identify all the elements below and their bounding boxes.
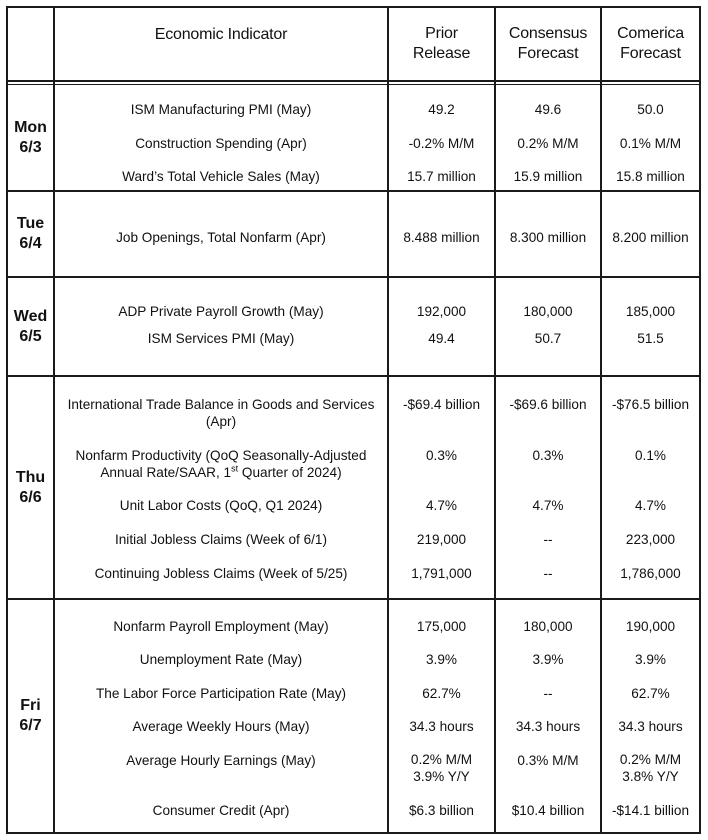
comerica-cell: 185,000 (625, 303, 676, 319)
prior-cell: -$69.4 billion (402, 396, 481, 412)
indicator-cell (55, 446, 387, 482)
consensus-cell: 0.2% M/M (517, 135, 579, 151)
prior-cell: 49.4 (428, 330, 455, 346)
day-label-thu (8, 377, 53, 598)
consensus-cell: 180,000 (523, 303, 573, 319)
consensus-cell: 34.3 hours (515, 718, 581, 734)
prior-cell: 0.3% (426, 447, 457, 463)
comerica-cell (602, 750, 699, 786)
indicator-line (100, 464, 341, 481)
value-line: 0.2% M/M (619, 752, 682, 767)
consensus-cell: -- (543, 565, 553, 581)
comerica-cell: 4.7% (635, 497, 666, 513)
comerica-cell: 3.9% (635, 651, 666, 667)
prior-cell: -0.2% M/M (408, 135, 475, 151)
comerica-cell: 15.8 million (616, 168, 685, 184)
comerica-cell: 190,000 (625, 618, 676, 634)
comerica-cell: 51.5 (637, 330, 664, 346)
prior-cell: 8.488 million (403, 229, 480, 245)
header-divider-inner (6, 84, 701, 85)
consensus-cell: -- (543, 685, 553, 701)
day-weekday: Fri (20, 697, 41, 714)
header-corner (8, 8, 53, 80)
col-divider-prior (494, 6, 496, 834)
row-divider-tue (6, 276, 701, 278)
indicator-cell: The Labor Force Participation Rate (May) (95, 685, 347, 701)
day-label-tue (8, 192, 53, 276)
header-consensus-forecast (496, 8, 600, 80)
indicator-cell: Average Hourly Earnings (May) (126, 752, 316, 768)
indicator-cell: ISM Manufacturing PMI (May) (130, 101, 312, 117)
consensus-cell: 0.3% M/M (517, 752, 579, 768)
day-date: 6/3 (19, 138, 42, 156)
consensus-cell: -$69.6 billion (509, 396, 587, 412)
indicator-cell: ADP Private Payroll Growth (May) (118, 303, 324, 319)
consensus-cell: -- (543, 531, 553, 547)
prior-cell: 192,000 (416, 303, 467, 319)
col-divider-consensus (600, 6, 602, 834)
day-date: 6/7 (19, 717, 42, 734)
indicator-cell: Construction Spending (Apr) (135, 135, 307, 151)
prior-cell: 175,000 (416, 618, 467, 634)
prior-cell: 15.7 million (407, 168, 476, 184)
indicator-line: (Apr) (205, 414, 237, 429)
col-divider-indicator (387, 6, 389, 834)
comerica-cell: 0.1% M/M (619, 135, 682, 151)
header-comerica-forecast (602, 8, 699, 80)
value-line: 3.8% Y/Y (622, 769, 679, 784)
day-date: 6/6 (19, 488, 42, 506)
indicator-cell: Initial Jobless Claims (Week of 6/1) (114, 531, 328, 547)
comerica-cell: -$14.1 billion (611, 802, 690, 818)
indicator-line-text: Quarter of 2024) (238, 465, 342, 480)
row-divider-wed (6, 375, 701, 377)
indicator-cell: Unit Labor Costs (QoQ, Q1 2024) (119, 497, 323, 513)
header-consensus-line1: Consensus (508, 25, 588, 42)
header-comerica-line1: Comerica (617, 25, 684, 42)
comerica-cell: 1,786,000 (620, 565, 681, 581)
day-weekday: Tue (16, 215, 45, 232)
indicator-line-text: Annual Rate/SAAR, 1 (100, 465, 232, 480)
indicator-cell: Nonfarm Payroll Employment (May) (113, 618, 329, 634)
value-line: 0.2% M/M (410, 752, 473, 767)
header-economic-indicator (55, 8, 387, 62)
value-line: 3.9% Y/Y (413, 769, 470, 784)
row-divider-thu (6, 598, 701, 600)
header-prior-line2: Release (412, 45, 471, 62)
header-comerica-line2: Forecast (620, 45, 681, 62)
ordinal-suffix: st (231, 463, 239, 474)
prior-cell: $6.3 billion (409, 802, 474, 818)
day-weekday: Mon (14, 118, 47, 136)
header-indicator-label: Economic Indicator (154, 26, 288, 43)
row-divider-mon (6, 190, 701, 192)
table-border-right (699, 6, 701, 834)
indicator-cell: Continuing Jobless Claims (Week of 5/25) (94, 565, 348, 581)
consensus-cell: 8.300 million (509, 229, 587, 245)
prior-cell: 1,791,000 (411, 565, 472, 581)
indicator-cell: Ward’s Total Vehicle Sales (May) (122, 168, 320, 184)
prior-cell (389, 750, 494, 786)
indicator-cell (55, 395, 387, 431)
header-prior-line1: Prior (425, 25, 458, 42)
day-label-wed (8, 278, 53, 375)
prior-cell: 3.9% (426, 651, 457, 667)
prior-cell: 219,000 (416, 531, 467, 547)
indicator-cell: ISM Services PMI (May) (147, 330, 295, 346)
consensus-cell: 49.6 (534, 101, 562, 117)
comerica-cell: 8.200 million (612, 229, 689, 245)
comerica-cell: 50.0 (637, 101, 664, 117)
comerica-cell: 0.1% (635, 447, 666, 463)
consensus-cell: 50.7 (534, 330, 562, 346)
comerica-cell: 34.3 hours (618, 718, 683, 734)
indicator-cell: Average Weekly Hours (May) (132, 718, 310, 734)
indicator-cell: Job Openings, Total Nonfarm (Apr) (116, 229, 326, 245)
prior-cell: 4.7% (426, 497, 457, 513)
indicator-line: International Trade Balance in Goods and Services (67, 397, 375, 412)
table-border-bottom (6, 832, 701, 834)
indicator-cell: Consumer Credit (Apr) (152, 802, 290, 818)
day-weekday: Wed (13, 307, 48, 325)
indicator-cell: Unemployment Rate (May) (139, 651, 303, 667)
consensus-cell: $10.4 billion (511, 802, 585, 818)
day-label-mon (8, 85, 53, 190)
day-date: 6/4 (19, 235, 42, 252)
day-label-fri (8, 600, 53, 832)
consensus-cell: 3.9% (532, 651, 564, 667)
indicator-line: Nonfarm Productivity (QoQ Seasonally-Adjusted (75, 448, 367, 463)
comerica-cell: 62.7% (631, 685, 670, 701)
day-date: 6/5 (19, 327, 42, 345)
header-consensus-line2: Forecast (517, 45, 579, 62)
prior-cell: 49.2 (428, 101, 455, 117)
consensus-cell: 4.7% (532, 497, 564, 513)
consensus-cell: 0.3% (532, 447, 564, 463)
prior-cell: 62.7% (422, 685, 461, 701)
comerica-cell: 223,000 (625, 531, 676, 547)
consensus-cell: 180,000 (523, 618, 573, 634)
prior-cell: 34.3 hours (409, 718, 474, 734)
header-divider (6, 80, 701, 82)
comerica-cell: -$76.5 billion (611, 396, 690, 412)
header-prior-release (389, 8, 494, 80)
day-weekday: Thu (15, 468, 46, 486)
consensus-cell: 15.9 million (513, 168, 583, 184)
